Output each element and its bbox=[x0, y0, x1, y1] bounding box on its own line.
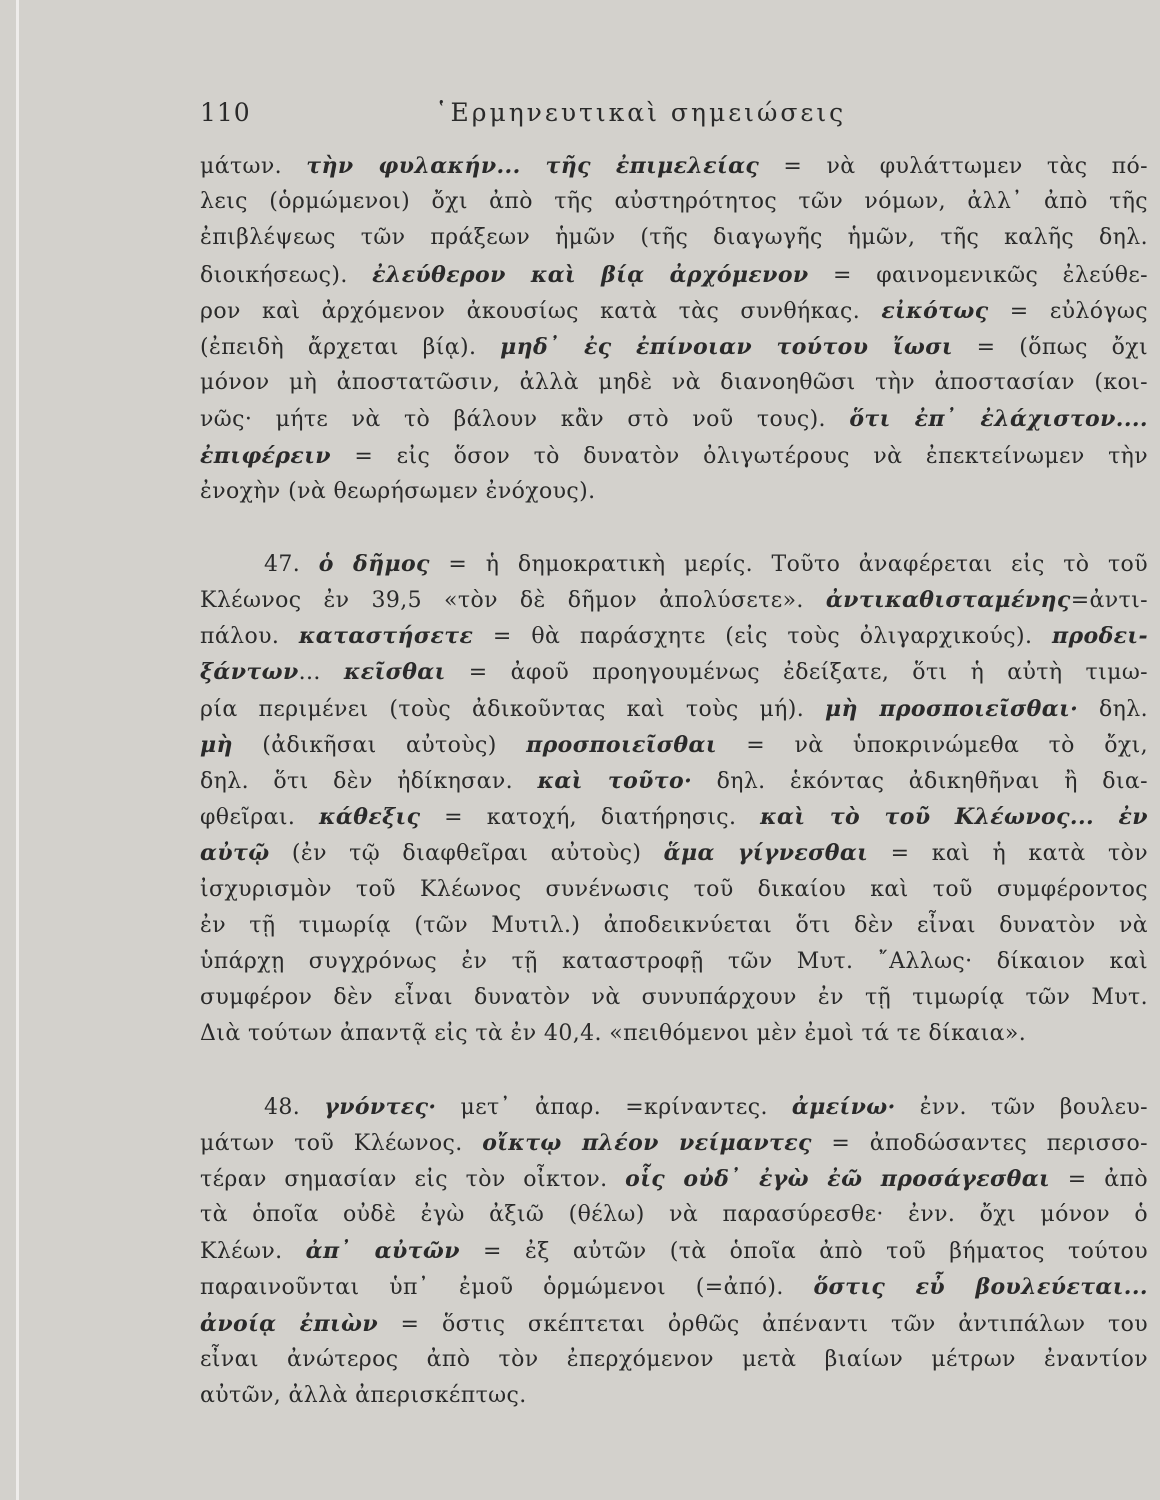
lemma: καὶ τοῦτο· bbox=[537, 768, 693, 794]
text-line: ρον καὶ ἀρχόμενον ἀκουσίως κατὰ τὰς συνθήκας. εἰκότως = εὐλόγως bbox=[200, 297, 1148, 324]
lemma: προσποιεῖσθαι bbox=[526, 731, 717, 758]
text-line: παραινοῦνται ὑπ᾽ ἐμοῦ ὁρμώμενοι (=ἀπό). ὅστις εὖ βουλεύεται... bbox=[200, 1274, 1148, 1301]
body-text bbox=[200, 148, 1148, 1414]
text-line: ἰσχυρισμὸν τοῦ Κλέωνος συνένωσις τοῦ δικαίου καὶ τοῦ συμφέροντος bbox=[200, 876, 1148, 902]
lemma: ὅστις εὖ βουλεύεται... bbox=[813, 1274, 1148, 1301]
text-line: Κλέωνος ἐν 39,5 «τὸν δὲ δῆμον ἀπολύσετε». ἀντικαθισταμένης=ἀντι- bbox=[200, 587, 1148, 614]
text-line: δηλ. ὅτι δὲν ἠδίκησαν. καὶ τοῦτο· δηλ. ἑκόντας ἀδικηθῆναι ἢ δια- bbox=[200, 768, 1148, 794]
lemma: μὴ bbox=[200, 731, 233, 758]
text-line: τέραν σημασίαν εἰς τὸν οἶκτον. οἷς οὐδ᾽ ἐγὼ ἐῶ προσάγεσθαι = ἀπὸ bbox=[200, 1165, 1148, 1192]
lemma: ἐπιφέρειν bbox=[200, 442, 331, 469]
lemma: μὴ προσποιεῖσθαι· bbox=[824, 695, 1079, 722]
lemma: ἅμα γίγνεσθαι bbox=[663, 840, 869, 867]
lemma: ὅτι ἐπ᾽ ἐλάχιστον.... bbox=[849, 406, 1148, 433]
text-line: ἐπιβλέψεως τῶν πράξεων ἡμῶν (τῆς διαγωγῆς ἡμῶν, τῆς καλῆς δηλ. bbox=[200, 225, 1148, 251]
text-line: αὐτῷ (ἐν τῷ διαφθεῖραι αὐτοὺς) ἅμα γίγνεσθαι = καὶ ἡ κατὰ τὸν bbox=[200, 840, 1148, 867]
text-line: ρία περιμένει (τοὺς ἀδικοῦντας καὶ τοὺς μή). μὴ προσποιεῖσθαι· δηλ. bbox=[200, 695, 1148, 722]
lemma: ἐλεύθερον καὶ βίᾳ ἀρχόμενον bbox=[372, 261, 809, 288]
lemma: εἰκότως bbox=[881, 297, 989, 324]
text-line: 48. γνόντες· μετ᾽ ἀπαρ. =κρίναντες. ἀμείνω· ἐνν. τῶν βουλευ- bbox=[264, 1093, 1148, 1120]
text-line: ὑπάρχῃ συγχρόνως ἐν τῇ καταστροφῇ τῶν Μυτ. ῎Αλλως· δίκαιον καὶ bbox=[200, 948, 1148, 974]
page-header bbox=[200, 98, 948, 134]
text-line: διοικήσεως). ἐλεύθερον καὶ βίᾳ ἀρχόμενον = φαινομενικῶς ἐλεύθε- bbox=[200, 261, 1148, 288]
text-line: εἶναι ἀνώτερος ἀπὸ τὸν ἐπερχόμενον μετὰ βιαίων μέτρων ἐναντίον bbox=[200, 1346, 1148, 1372]
text-line: νῶς· μήτε νὰ τὸ βάλουν κἂν στὸ νοῦ τους). ὅτι ἐπ᾽ ἐλάχιστον.... bbox=[200, 406, 1148, 433]
lemma: κεῖσθαι bbox=[343, 659, 446, 686]
text-line: Κλέων. ἀπ᾽ αὐτῶν = ἐξ αὐτῶν (τὰ ὁποῖα ἀπὸ τοῦ βήματος τούτου bbox=[200, 1238, 1148, 1265]
lemma: ἀπ᾽ αὐτῶν bbox=[305, 1238, 460, 1265]
text-line: τὰ ὁποῖα οὐδὲ ἐγὼ ἀξιῶ (θέλω) νὰ παρασύρεσθε· ἐνν. ὄχι μόνον ὁ bbox=[200, 1202, 1148, 1228]
paragraph-gap bbox=[200, 1053, 1148, 1089]
text-line: ἐπιφέρειν = εἰς ὅσον τὸ δυνατὸν ὀλιγωτέρους νὰ ἐπεκτείνωμεν τὴν bbox=[200, 442, 1148, 469]
lemma: αὐτῷ bbox=[200, 840, 270, 867]
text-line: πάλου. καταστήσετε = θὰ παράσχητε (εἰς τοὺς ὀλιγαρχικούς). προδει- bbox=[200, 623, 1148, 650]
lemma: τὴν φυλακήν... τῆς ἐπιμελείας bbox=[306, 153, 760, 179]
lemma: ξάντων bbox=[200, 659, 299, 686]
lemma: γνόντες· bbox=[324, 1093, 437, 1120]
lemma: ἀμείνω· bbox=[791, 1093, 896, 1120]
text-line: ξάντων... κεῖσθαι = ἀφοῦ προηγουμένως ἐδείξατε, ὅτι ἡ αὐτὴ τιμω- bbox=[200, 659, 1148, 686]
text-line: αὐτῶν, ἀλλὰ ἀπερισκέπτως. bbox=[200, 1383, 527, 1408]
text-line: συμφέρον δὲν εἶναι δυνατὸν νὰ συνυπάρχουν ἐν τῇ τιμωρίᾳ τῶν Μυτ. bbox=[200, 985, 1148, 1011]
text-line: ἀνοίᾳ ἐπιὼν = ὅστις σκέπτεται ὀρθῶς ἀπέναντι τῶν ἀντιπάλων του bbox=[200, 1310, 1148, 1337]
paragraph bbox=[200, 1089, 1148, 1415]
text-line: 47. ὁ δῆμος = ἡ δημοκρατικὴ μερίς. Τοῦτο ἀναφέρεται εἰς τὸ τοῦ bbox=[264, 550, 1148, 577]
running-title: ῾Ερμηνευτικαὶ σημειώσεις bbox=[435, 98, 847, 127]
text-line: ἐν τῇ τιμωρίᾳ (τῶν Μυτιλ.) ἀποδεικνύεται ὅτι δὲν εἶναι δυνατὸν νὰ bbox=[200, 912, 1148, 938]
text-line: μόνον μὴ ἀποστατῶσιν, ἀλλὰ μηδὲ νὰ διανοηθῶσι τὴν ἀποστασίαν (κοι- bbox=[200, 370, 1148, 396]
text-line: μάτων τοῦ Κλέωνος. οἴκτῳ πλέον νείμαντες = ἀποδώσαντες περισσο- bbox=[200, 1129, 1148, 1156]
lemma: προδει- bbox=[1051, 623, 1148, 650]
paragraph bbox=[200, 148, 1148, 510]
page-edge bbox=[16, 0, 19, 1500]
page-number: 110 bbox=[200, 98, 251, 127]
lemma: μηδ᾽ ἐς ἐπίνοιαν τούτου ἴωσι bbox=[500, 333, 953, 360]
lemma: καὶ τὸ τοῦ Κλέωνος... ἐν bbox=[760, 804, 1148, 831]
lemma: οἴκτῳ πλέον νείμαντες bbox=[482, 1129, 812, 1156]
lemma: καταστήσετε bbox=[298, 623, 474, 650]
lemma: οἷς οὐδ᾽ ἐγὼ ἐῶ προσάγεσθαι bbox=[625, 1165, 1051, 1192]
text-line: φθεῖραι. κάθεξις = κατοχή, διατήρησις. καὶ τὸ τοῦ Κλέωνος... ἐν bbox=[200, 804, 1148, 831]
paragraph-gap bbox=[200, 510, 1148, 546]
paragraph bbox=[200, 546, 1148, 1053]
text-line: Διὰ τούτων ἀπαντᾷ εἰς τὰ ἐν 40,4. «πειθόμενοι μὲν ἐμοὶ τά τε δίκαια». bbox=[200, 1021, 1027, 1047]
text-line: λεις (ὁρμώμενοι) ὄχι ἀπὸ τῆς αὐστηρότητος τῶν νόμων, ἀλλ᾽ ἀπὸ τῆς bbox=[200, 189, 1148, 215]
lemma: ἀνοίᾳ ἐπιὼν bbox=[200, 1310, 378, 1337]
text-line: ἐνοχὴν (νὰ θεωρήσωμεν ἐνόχους). bbox=[200, 478, 596, 504]
lemma: κάθεξις bbox=[319, 804, 421, 831]
lemma: ὁ δῆμος bbox=[318, 550, 430, 577]
text-line: μὴ (ἀδικῆσαι αὐτοὺς) προσποιεῖσθαι = νὰ ὑποκρινώμεθα τὸ ὄχι, bbox=[200, 731, 1148, 758]
text-line: (ἐπειδὴ ἄρχεται βίᾳ). μηδ᾽ ἐς ἐπίνοιαν τούτου ἴωσι = (ὅπως ὄχι bbox=[200, 333, 1148, 360]
text-line: μάτων. τὴν φυλακήν... τῆς ἐπιμελείας = νὰ φυλάττωμεν τὰς πό- bbox=[200, 153, 1148, 179]
lemma: ἀντικαθισταμένης bbox=[825, 587, 1071, 614]
